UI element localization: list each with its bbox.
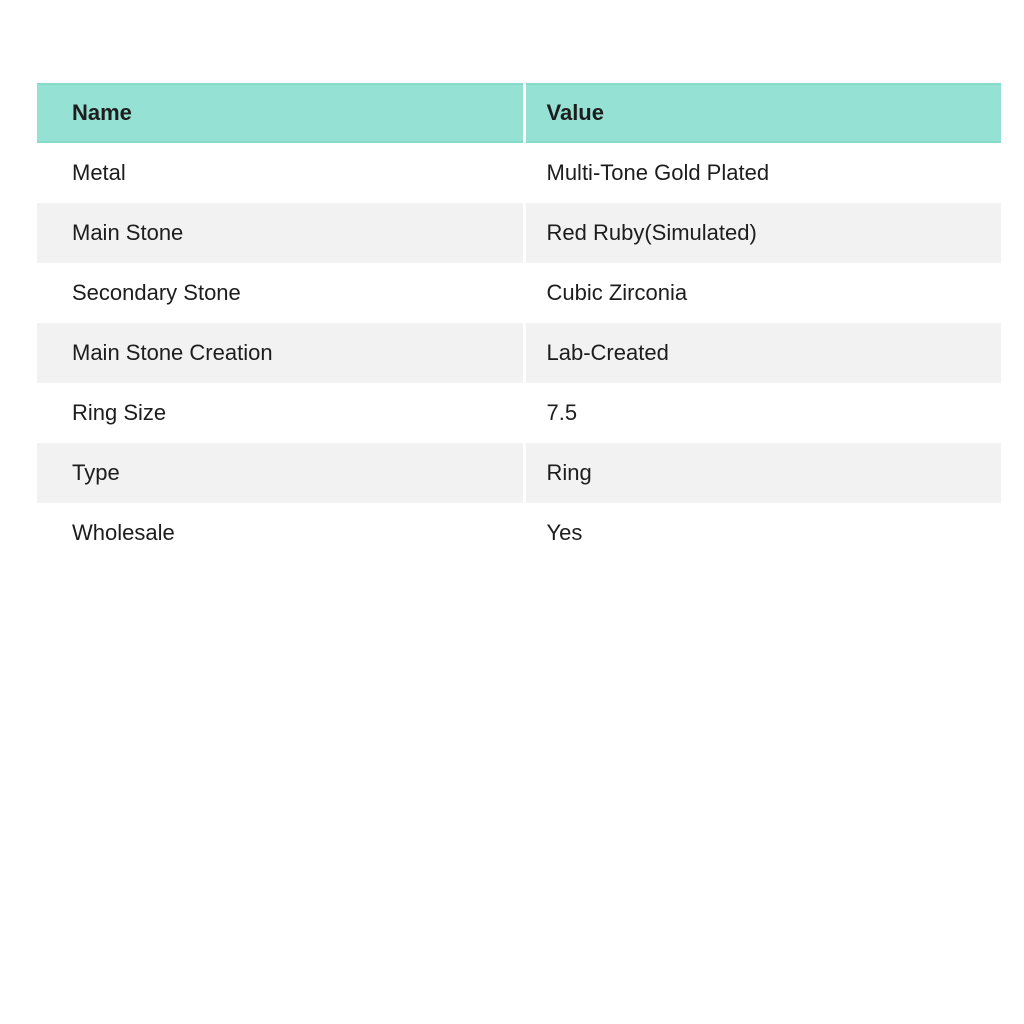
spec-value-cell: Ring — [524, 443, 1001, 503]
table-row — [37, 383, 1001, 443]
spec-name-cell: Secondary Stone — [37, 263, 524, 323]
spec-name-cell: Wholesale — [37, 503, 524, 563]
column-header-value: Value — [524, 84, 1001, 142]
spec-value-cell: Red Ruby(Simulated) — [524, 203, 1001, 263]
spec-name-cell: Main Stone Creation — [37, 323, 524, 383]
spec-value-cell: Cubic Zirconia — [524, 263, 1001, 323]
table-body — [37, 142, 1001, 563]
spec-value-cell: 7.5 — [524, 383, 1001, 443]
column-header-name: Name — [37, 84, 524, 142]
table-header — [37, 84, 1001, 142]
table-row — [37, 263, 1001, 323]
spec-name-cell: Ring Size — [37, 383, 524, 443]
product-spec-table — [37, 83, 1001, 563]
table-row — [37, 503, 1001, 563]
spec-value-cell: Multi-Tone Gold Plated — [524, 142, 1001, 203]
table-row — [37, 443, 1001, 503]
table-row — [37, 142, 1001, 203]
table-row — [37, 323, 1001, 383]
spec-name-cell: Metal — [37, 142, 524, 203]
spec-name-cell: Main Stone — [37, 203, 524, 263]
table-row — [37, 203, 1001, 263]
spec-value-cell: Yes — [524, 503, 1001, 563]
header-row — [37, 84, 1001, 142]
spec-name-cell: Type — [37, 443, 524, 503]
spec-value-cell: Lab-Created — [524, 323, 1001, 383]
